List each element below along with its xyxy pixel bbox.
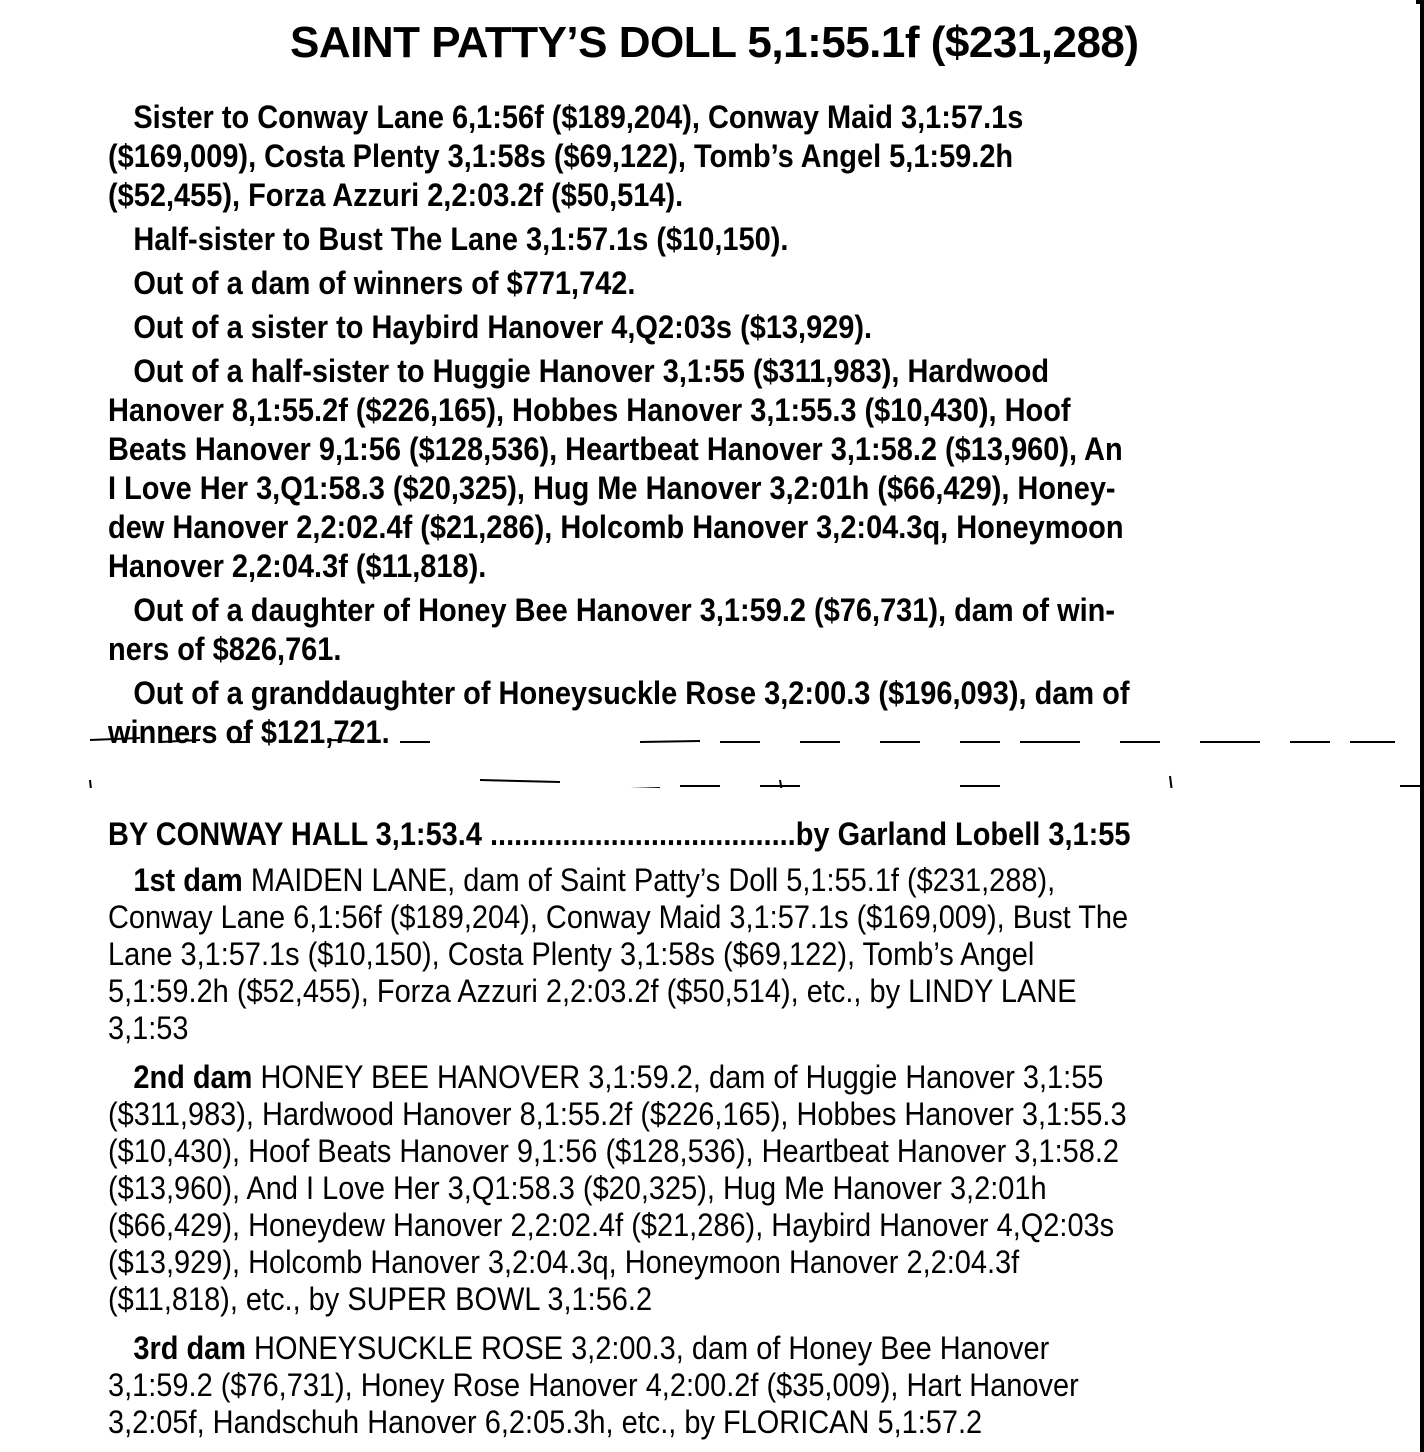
dam-text: MAIDEN LANE, dam of Saint Patty’s Doll 5,1:55.1f ($231,288), <box>250 862 1056 898</box>
dam-line: ($11,818), etc., by SUPER BOWL 3,1:56.2 <box>108 1281 653 1317</box>
summary-line: Out of a granddaughter of Honeysuckle Rose 3,2:00.3 ($196,093), dam of <box>133 675 1130 711</box>
summary-line: ($52,455), Forza Azzuri 2,2:03.2f ($50,514). <box>108 177 684 213</box>
dam-line <box>108 862 1299 899</box>
page-title: SAINT PATTY’S DOLL 5,1:55.1f ($231,288) <box>290 18 1139 67</box>
sire-line: BY CONWAY HALL 3,1:53.4 ......................................by Garland Lobell 3,1:55 <box>108 816 1131 852</box>
dam-line: ($66,429), Honeydew Hanover 2,2:02.4f ($21,286), Haybird Hanover 4,Q2:03s <box>108 1207 1115 1243</box>
summary-line: Half-sister to Bust The Lane 3,1:57.1s ($10,150). <box>133 221 789 257</box>
summary-line: ($169,009), Costa Plenty 3,1:58s ($69,122), Tomb’s Angel 5,1:59.2h <box>108 138 1014 174</box>
summary-paragraph <box>108 308 1299 347</box>
dam-line <box>108 1330 1299 1367</box>
dam-entry-2 <box>108 1059 1299 1318</box>
dam-label: 2nd dam <box>133 1059 253 1095</box>
dam-line: ($10,430), Hoof Beats Hanover 9,1:56 ($128,536), Heartbeat Hanover 3,1:58.2 <box>108 1133 1120 1169</box>
summary-line: Out of a half-sister to Huggie Hanover 3,1:55 ($311,983), Hardwood <box>133 353 1050 389</box>
dam-entry-3 <box>108 1330 1299 1441</box>
summary-line: I Love Her 3,Q1:58.3 ($20,325), Hug Me Hanover 3,2:01h ($66,429), Honey- <box>108 470 1116 506</box>
dam-line: ($13,929), Holcomb Hanover 3,2:04.3q, Honeymoon Hanover 2,2:04.3f <box>108 1244 1020 1280</box>
summary-line: Hanover 2,2:04.3f ($11,818). <box>108 548 487 584</box>
summary-paragraph <box>108 352 1299 586</box>
dam-text: HONEYSUCKLE ROSE 3,2:00.3, dam of Honey Bee Hanover <box>254 1330 1050 1366</box>
summary-line: winners of $121,721. <box>108 714 390 750</box>
dam-line: Lane 3,1:57.1s ($10,150), Costa Plenty 3,1:58s ($69,122), Tomb’s Angel <box>108 936 1035 972</box>
dam-label: 3rd dam <box>133 1330 246 1366</box>
summary-line: Sister to Conway Lane 6,1:56f ($189,204), Conway Maid 3,1:57.1s <box>133 99 1024 135</box>
dam-line: 3,1:59.2 ($76,731), Honey Rose Hanover 4,2:00.2f ($35,009), Hart Hanover <box>108 1367 1079 1403</box>
dam-pedigree <box>108 862 1299 1441</box>
dam-line <box>108 1059 1299 1096</box>
dam-line: ($311,983), Hardwood Hanover 8,1:55.2f ($226,165), Hobbes Hanover 3,1:55.3 <box>108 1096 1127 1132</box>
summary-paragraph <box>108 591 1299 669</box>
summary-line: Out of a sister to Haybird Hanover 4,Q2:03s ($13,929). <box>133 309 873 345</box>
summary-line: dew Hanover 2,2:02.4f ($21,286), Holcomb Hanover 3,2:04.3q, Honeymoon <box>108 509 1124 545</box>
dam-label: 1st dam <box>133 862 243 898</box>
dam-line: ($13,960), And I Love Her 3,Q1:58.3 ($20,325), Hug Me Hanover 3,2:01h <box>108 1170 1047 1206</box>
summary-line: Out of a daughter of Honey Bee Hanover 3,1:59.2 ($76,731), dam of win- <box>133 592 1115 628</box>
summary-line: Out of a dam of winners of $771,742. <box>133 265 636 301</box>
summary-line: ners of $826,761. <box>108 631 342 667</box>
dam-text: HONEY BEE HANOVER 3,1:59.2, dam of Huggie Hanover 3,1:55 <box>260 1059 1104 1095</box>
produce-summary <box>108 98 1299 752</box>
dam-line: 3,1:53 <box>108 1010 189 1046</box>
dam-line: 5,1:59.2h ($52,455), Forza Azzuri 2,2:03.2f ($50,514), etc., by LINDY LANE <box>108 973 1077 1009</box>
summary-line: Beats Hanover 9,1:56 ($128,536), Heartbeat Hanover 3,1:58.2 ($13,960), An <box>108 431 1123 467</box>
dam-line: 3,2:05f, Handschuh Hanover 6,2:05.3h, etc., by FLORICAN 5,1:57.2 <box>108 1404 983 1440</box>
page-corner-rule <box>1416 0 1424 4</box>
dam-entry-1 <box>108 862 1299 1047</box>
summary-paragraph <box>108 264 1299 303</box>
dam-line: Conway Lane 6,1:56f ($189,204), Conway Maid 3,1:57.1s ($169,009), Bust The <box>108 899 1129 935</box>
page-edge-rule <box>1420 0 1424 1452</box>
summary-line: Hanover 8,1:55.2f ($226,165), Hobbes Hanover 3,1:55.3 ($10,430), Hoof <box>108 392 1071 428</box>
summary-paragraph <box>108 98 1299 215</box>
scan-noise-marks <box>0 728 1424 788</box>
summary-paragraph <box>108 220 1299 259</box>
